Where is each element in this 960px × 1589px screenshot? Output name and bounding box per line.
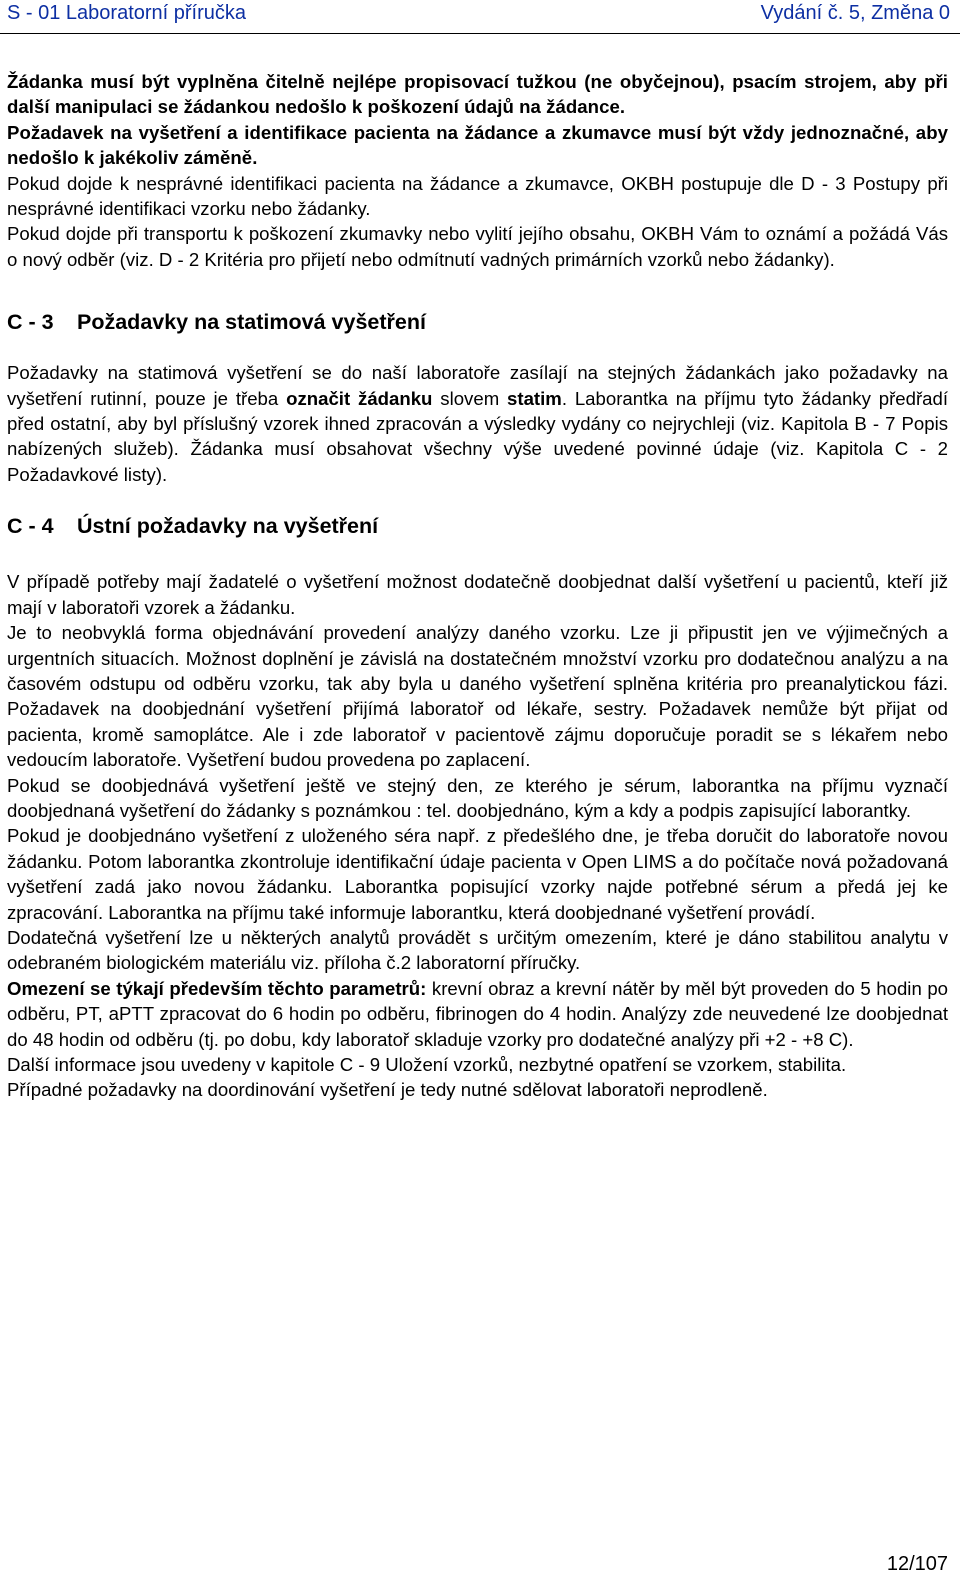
document-version: Vydání č. 5, Změna 0 (760, 2, 950, 24)
c4-paragraph-6 (7, 976, 948, 1052)
document-title: S - 01 Laboratorní příručka (7, 2, 247, 24)
section-number: C - 3 (7, 310, 54, 335)
document-body (7, 69, 948, 1103)
c4-paragraph-7: Další informace jsou uvedeny v kapitole C - 9 Uložení vzorků, nezbytné opatření se vzorkem, stabilita. (7, 1054, 847, 1075)
c3-text-c: slovem (432, 387, 508, 409)
c4-bold-omezeni: Omezení se týkají především těchto parametrů: (7, 977, 427, 999)
c3-bold-oznacit: označit žádanku (286, 387, 433, 409)
page-header (0, 0, 960, 34)
section-title: Ústní požadavky na vyšetření (77, 514, 379, 539)
page-number: 12/107 (886, 1553, 948, 1575)
c4-paragraph-2: Je to neobvyklá forma objednávání provedení analýzy daného vzorku. Lze ji připustit jen ve výjimečných a urgentních situacích. Možnost doplnění je závislá na dostatečném množství vzorku pro dodatečnou analýzu a na časovém odstupu od odběru vzorku, tak aby byla u daného vyšetření splněna kritéria pro preanalytickou fázi. Požadavek na doobjednání vyšetření přijímá laboratoř od lékaře, sestry. Požadavek nemůže být přijat od pacienta, kromě samoplátce. Ale i zde laboratoř v pacientově zájmu doporučuje poradit se s lékařem nebo vedoucím laboratoře. Vyšetření budou provedena po zaplacení. (7, 622, 948, 771)
intro-paragraph-3: Pokud dojde k nesprávné identifikaci pacienta na žádance a zkumavce, OKBH postupuje dle D - 3 Postupy při nesprávné identifikaci vzorku nebo žádanky. (7, 172, 948, 220)
c4-paragraph-5: Dodatečná vyšetření lze u některých analytů provádět s určitým omezením, které je dáno stabilitou analytu v odebraném biologickém materiálu viz. příloha č.2 laboratorní příručky. (7, 926, 948, 974)
c4-paragraph-1: V případě potřeby mají žadatelé o vyšetření možnost dodatečně doobjednat další vyšetření u pacientů, kteří již mají v laboratoři vzorek a žádanku. (7, 571, 948, 618)
section-number: C - 4 (7, 514, 54, 539)
c4-paragraph-8: Případné požadavky na doordinování vyšetření je tedy nutné sdělovat laboratoři neprodleně. (7, 1079, 768, 1101)
c4-paragraph-4: Pokud je doobjednáno vyšetření z uloženého séra např. z předešlého dne, je třeba doručit do laboratoře novou žádanku. Potom laborantka zkontroluje identifikační údaje pacienta v Open LIMS a do počítače nová požadovaná vyšetření zadá jako novou žádanku. Laborantka popisující vzorky najde potřebné sérum a předá jej ke zpracování. Laborantka na příjmu také informuje laborantku, která doobjednané vyšetření provádí. (7, 825, 948, 923)
c3-paragraph-1 (7, 360, 948, 487)
intro-paragraph-1: Žádanka musí být vyplněna čitelně nejlépe propisovací tužkou (ne obyčejnou), psacím strojem, aby při další manipulaci se žádankou nedošlo k poškození údajů na žádance. (7, 71, 948, 118)
c4-paragraph-3: Pokud se doobjednává vyšetření ještě ve stejný den, ze kterého je sérum, laborantka na příjmu vyznačí doobjednaná vyšetření do žádanky s poznámkou : tel. doobjednáno, kým a kdy a podpis zapisující laborantky. (7, 774, 948, 821)
intro-paragraph-2: Požadavek na vyšetření a identifikace pacienta na žádance a zkumavce musí být vždy jednoznačné, aby nedošlo k jakékoliv záměně. (7, 121, 948, 169)
c3-bold-statim: statim (507, 387, 562, 409)
c3-text-d: . Laborantka na příjmu tyto žádanky předřadí před ostatní, aby byl příslušný vzorek ihned zpracován a výsledky vydány co nejrychleji (viz. Kapitola B - 7 Popis nabízených služeb). Žádanka musí obsahovat všechny výše uvedené povinné údaje (viz. Kapitola C - 2 Požadavkové listy). (7, 387, 949, 485)
section-heading-c3 (7, 307, 948, 337)
section-heading-c4 (7, 511, 948, 541)
c3-text-a: Požadavky na statimová vyšetření se do naší laboratoře zasílají na stejných žádankách jako požadavky na vyšetření rutinní, pouze je třeba (7, 362, 948, 409)
intro-paragraph-4: Pokud dojde při transportu k poškození zkumavky nebo vylití jejího obsahu, OKBH Vám to oznámí a požádá Vás o nový odběr (viz. D - 2 Kritéria pro přijetí nebo odmítnutí vadných primárních vzorků nebo žádanky). (7, 223, 948, 270)
c4-text-rest: krevní obraz a krevní nátěr by měl být proveden do 5 hodin po odběru, PT, aPTT zpracovat do 6 hodin po odběru, fibrinogen do 4 hodin. Analýzy zde neuvedené lze doobjednat do 48 hodin od odběru (tj. po dobu, kdy laboratoř skladuje vzorky pro dodatečné analýzy při +2 - +8 C). (7, 977, 949, 1050)
section-title: Požadavky na statimová vyšetření (77, 310, 426, 335)
